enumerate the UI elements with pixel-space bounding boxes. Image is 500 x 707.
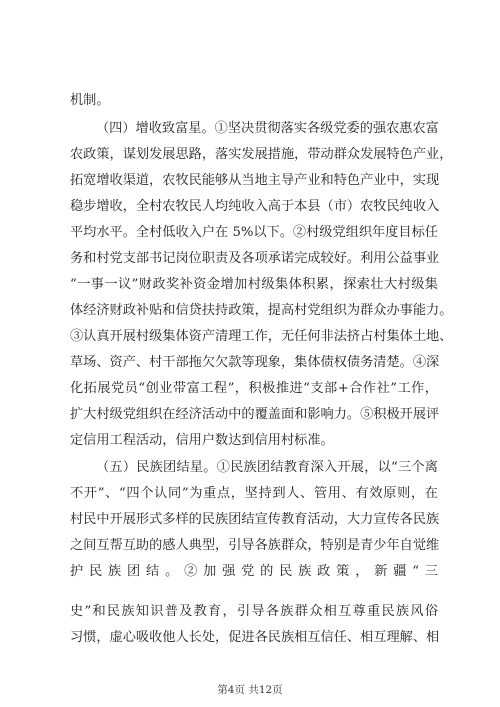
text-line: 村民中开展形式多样的民族团结宣传教育活动，大力宣传各民族 <box>70 512 440 527</box>
text-line: 拓宽增收渠道，农牧民能够从当地主导产业和特色产业中，实现 <box>70 173 440 188</box>
text-line: 农政策，谋划发展思路，落实发展措施，带动群众发展特色产业， <box>70 147 453 162</box>
text-line: 体经济财政补贴和信贷扶持政策，提高村党组织为群众办事能力。 <box>70 303 453 318</box>
text-line: 务和村党支部书记岗位职责及各项承诺完成较好。利用公益事业 <box>70 251 440 266</box>
section-heading-line: （四）增收致富星。①坚决贯彻落实各级党委的强农惠农富 <box>96 121 439 136</box>
text-line: 平均水平。全村低收入户在 5%以下。②村级党组织年度目标任 <box>70 225 438 240</box>
text-line: 定信用工程活动，信用户数达到信用村标准。 <box>70 433 334 448</box>
text-line: “一事一议”财政奖补资金增加村级集体积累，探索壮大村级集 <box>70 277 438 292</box>
page-footer: 第4页 共12页 <box>217 684 283 696</box>
text-line: 草场、资产、村干部拖欠欠款等现象，集体债权债务清楚。④深 <box>70 355 440 370</box>
section-heading-line: （五）民族团结星。①民族团结教育深入开展，以“三个离 <box>96 460 438 475</box>
text-line: 之间互帮互助的感人典型，引导各族群众，特别是青少年自觉维 <box>70 538 440 553</box>
text-line: 扩大村级党组织在经济活动中的覆盖面和影响力。⑤积极开展评 <box>70 407 440 422</box>
text-line: ③认真开展村级集体资产清理工作，无任何非法挤占村集体土地、 <box>70 329 453 344</box>
text-line: 习惯，虚心吸收他人长处，促进各民族相互信任、相互理解、相 <box>70 630 440 645</box>
text-line: 稳步增收，全村农牧民人均纯收入高于本县（市）农牧民纯收入 <box>70 199 440 214</box>
text-line: 化拓展党员“创业带富工程”，积极推进“支部+合作社”工作， <box>70 381 438 396</box>
text-line: 机制。 <box>70 93 110 108</box>
text-line: 护民族团结。②加强党的民族政策，新疆“三 <box>70 564 438 579</box>
text-line: 不开”、“四个认同”为重点，坚持到人、管用、有效原则，在 <box>70 486 438 501</box>
text-line: 史”和民族知识普及教育，引导各族群众相互尊重民族风俗 <box>70 604 438 619</box>
